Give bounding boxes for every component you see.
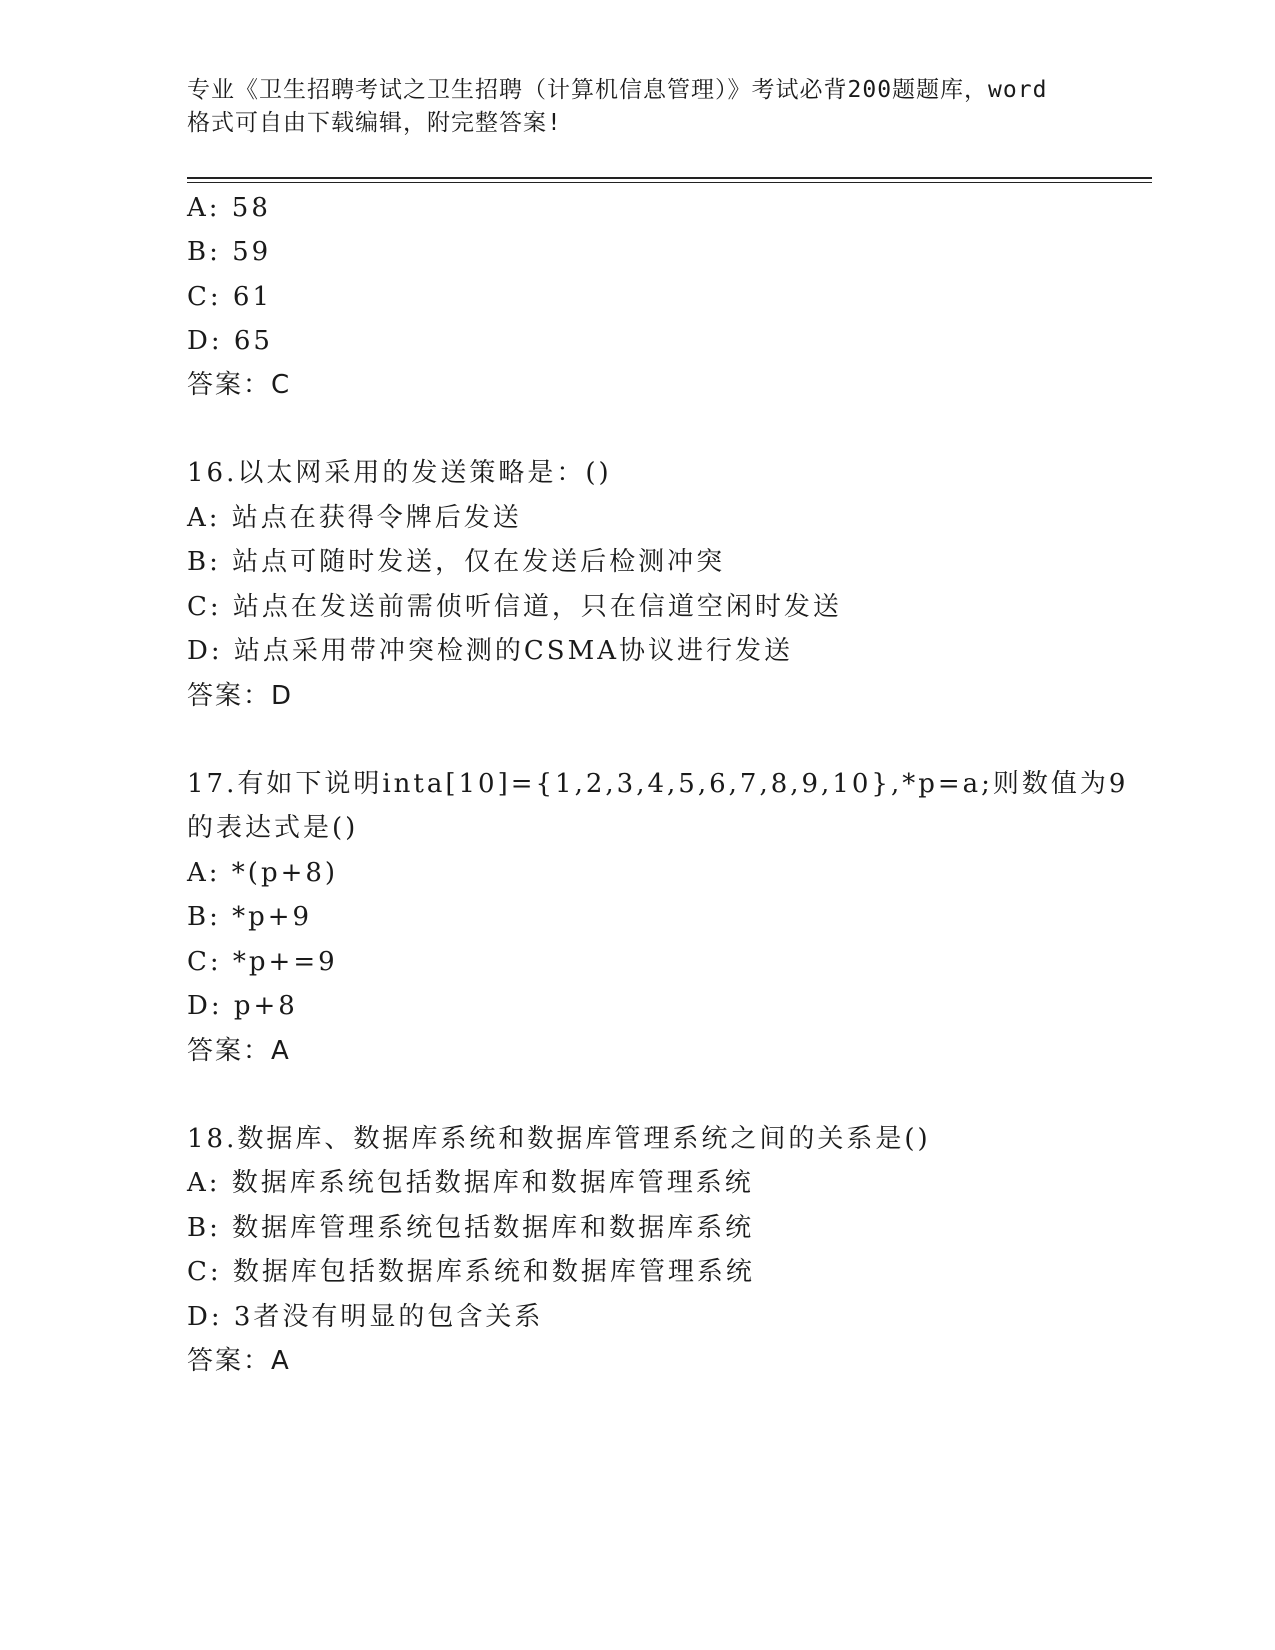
q16-option-d: D: 站点采用带冲突检测的CSMA协议进行发送 <box>187 636 793 666</box>
q17-option-b: B: *p+9 <box>187 902 313 932</box>
q16-option-a: A: 站点在获得令牌后发送 <box>187 503 522 533</box>
q17-option-c: C: *p+=9 <box>187 947 338 977</box>
q17-option-d: D: p+8 <box>187 991 298 1021</box>
q16-option-c: C: 站点在发送前需侦听信道，只在信道空闲时发送 <box>187 592 842 622</box>
q18-option-a: A: 数据库系统包括数据库和数据库管理系统 <box>187 1168 754 1198</box>
q15-option-a: A: 58 <box>187 193 271 223</box>
q18-answer: 答案：A <box>187 1346 291 1376</box>
q17-option-a: A: *(p+8) <box>187 858 339 888</box>
q17-answer: 答案：A <box>187 1036 291 1066</box>
header-divider-thick <box>187 177 1152 179</box>
q18-option-c: C: 数据库包括数据库系统和数据库管理系统 <box>187 1257 755 1287</box>
header-line-2: 格式可自由下载编辑，附完整答案! <box>187 110 562 136</box>
q15-option-c: C: 61 <box>187 282 273 312</box>
q16-answer: 答案：D <box>187 681 294 711</box>
q15-answer: 答案：C <box>187 370 292 400</box>
q18-option-b: B: 数据库管理系统包括数据库和数据库系统 <box>187 1213 755 1243</box>
q15-option-d: D: 65 <box>187 326 273 356</box>
q17-question-line-2: 的表达式是() <box>187 813 359 843</box>
q16-option-b: B: 站点可随时发送，仅在发送后检测冲突 <box>187 547 726 577</box>
q17-question-line-1: 17.有如下说明inta[10]={1,2,3,4,5,6,7,8,9,10},*p=a;则数值为9 <box>187 769 1129 799</box>
header-divider-thin <box>187 182 1152 183</box>
q18-question: 18.数据库、数据库系统和数据库管理系统之间的关系是() <box>187 1124 931 1154</box>
document-header <box>187 74 1087 140</box>
q18-option-d: D: 3者没有明显的包含关系 <box>187 1302 544 1332</box>
q16-question: 16.以太网采用的发送策略是：() <box>187 458 612 488</box>
q15-option-b: B: 59 <box>187 237 272 267</box>
header-line-1: 专业《卫生招聘考试之卫生招聘（计算机信息管理）》考试必背200题题库，word <box>187 77 1048 103</box>
